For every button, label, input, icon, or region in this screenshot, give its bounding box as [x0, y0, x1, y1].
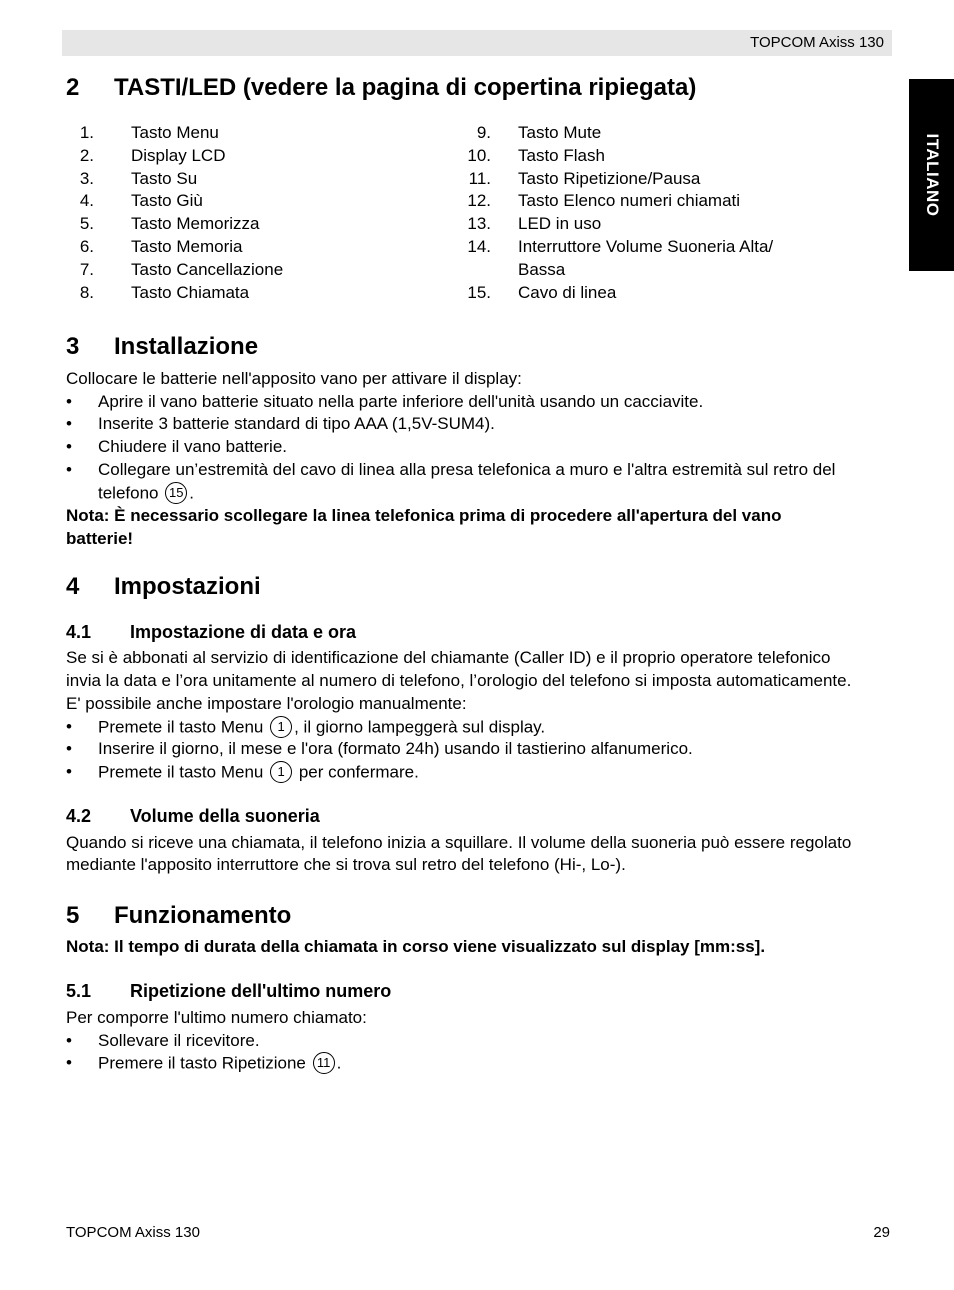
bullet-marker: • — [66, 717, 72, 736]
section-number: 3 — [66, 333, 80, 360]
key-number: 10. — [467, 145, 491, 165]
section-number: 4 — [66, 573, 80, 600]
key-number: 11. — [468, 168, 491, 188]
key-label: Tasto Elenco numeri chiamati — [518, 191, 741, 211]
section-title: Installazione — [114, 333, 259, 360]
key-number: 6. — [79, 237, 94, 256]
paragraph: mediante l'apposito interruttore che si trova sul retro del telefono (Hi-, Lo-). — [66, 855, 626, 874]
text-segment: Premere il tasto Ripetizione — [98, 1053, 306, 1073]
list-item-text: Inserire il giorno, il mese e l'ora (formato 24h) usando il tastierino alfanumerico. — [98, 739, 693, 758]
subsection-title: Ripetizione dell'ultimo numero — [130, 981, 392, 1001]
text-segment: Premete il tasto Menu — [98, 717, 264, 737]
key-label: Tasto Giù — [131, 191, 203, 211]
bullet-marker: • — [66, 437, 72, 456]
list-item-text: telefono 15 . — [98, 483, 194, 503]
section-title: Funzionamento — [114, 902, 292, 929]
bullet-marker: • — [66, 392, 72, 411]
bullet-marker: • — [66, 460, 72, 479]
key-reference-icon: 15 — [165, 482, 187, 504]
key-label: Bassa — [518, 259, 566, 279]
section-title: TASTI/LED (vedere la pagina di copertina ripiegata) — [114, 74, 697, 101]
subsection-number: 5.1 — [66, 981, 92, 1001]
list-item-text: Inserite 3 batterie standard di tipo AAA (1,5V-SUM4). — [98, 414, 495, 433]
list-item-text: Sollevare il ricevitore. — [98, 1031, 260, 1050]
bullet-marker: • — [66, 762, 72, 781]
subsection-title: Volume della suoneria — [130, 806, 320, 826]
key-number: 4. — [79, 191, 94, 211]
key-label: Tasto Cancellazione — [131, 259, 284, 279]
text-segment: per confermare. — [298, 762, 419, 782]
subsection-number: 4.2 — [66, 806, 92, 826]
key-label: Tasto Memoria — [131, 237, 243, 256]
section-title: Impostazioni — [114, 573, 261, 600]
list-item-text: Collegare un’estremità del cavo di linea alla presa telefonica a muro e l'altra estremità sul retro del — [98, 460, 836, 479]
key-number: 14. — [467, 237, 491, 256]
header-bar — [62, 30, 892, 56]
key-label: Tasto Memorizza — [131, 214, 260, 234]
note: Nota: Il tempo di durata della chiamata in corso viene visualizzato sul display [mm:ss]. — [66, 937, 766, 956]
paragraph: Se si è abbonati al servizio di identificazione del chiamante (Caller ID) e il proprio operatore telefonico — [66, 648, 831, 667]
list-item-text — [98, 1053, 341, 1075]
key-number: 1. — [79, 123, 94, 142]
bullet-marker: • — [66, 1053, 72, 1072]
text-segment: , il giorno lampeggerà sul display. — [294, 717, 546, 737]
paragraph: Per comporre l'ultimo numero chiamato: — [66, 1008, 367, 1027]
footer-product: TOPCOM Axiss 130 — [66, 1224, 200, 1241]
page-number: 29 — [873, 1224, 890, 1241]
key-label: Tasto Mute — [518, 123, 602, 142]
key-reference-icon: 11 — [313, 1052, 335, 1074]
key-reference-icon: 1 — [270, 716, 292, 738]
key-label: Tasto Ripetizione/Pausa — [518, 168, 701, 188]
key-label: LED in uso — [518, 214, 602, 234]
paragraph: Quando si riceve una chiamata, il telefono inizia a squillare. Il volume della suoneria può essere regolato — [66, 833, 852, 852]
paragraph: invia la data e l’ora unitamente al numero di telefono, l’orologio del telefono si imposta automaticamente. — [66, 671, 852, 690]
bullet-marker: • — [66, 739, 72, 758]
key-number: 2. — [79, 145, 94, 165]
language-tab — [909, 79, 954, 271]
key-reference-icon: 1 — [270, 761, 292, 783]
key-label: Tasto Menu — [131, 123, 219, 142]
bullet-marker: • — [66, 1031, 72, 1050]
key-number: 5. — [79, 214, 94, 234]
key-label: Tasto Chiamata — [131, 282, 250, 302]
key-number: 9. — [476, 123, 491, 142]
list-item-text — [98, 717, 545, 739]
text-segment: . — [336, 1053, 342, 1073]
key-number: 7. — [79, 259, 94, 279]
key-label: Interruttore Volume Suoneria Alta/ — [518, 237, 774, 256]
key-label: Tasto Su — [131, 168, 198, 188]
key-label: Display LCD — [131, 145, 226, 165]
key-label: Cavo di linea — [518, 282, 617, 302]
key-number: 13. — [467, 214, 491, 234]
list-item-text: Chiudere il vano batterie. — [98, 437, 288, 456]
key-number: 3. — [79, 168, 94, 188]
paragraph: Collocare le batterie nell'apposito vano per attivare il display: — [66, 369, 522, 388]
key-number: 15. — [467, 282, 491, 302]
header-title: TOPCOM Axiss 130 — [750, 34, 884, 51]
note: Nota: È necessario scollegare la linea telefonica prima di procedere all'apertura del vano — [66, 506, 782, 525]
list-item-text: Aprire il vano batterie situato nella parte inferiore dell'unità usando un cacciavite. — [98, 392, 704, 411]
section-number: 5 — [66, 902, 80, 929]
language-tab-label: ITALIANO — [922, 133, 942, 217]
list-item-text — [98, 762, 419, 784]
text-segment: Premete il tasto Menu — [98, 762, 264, 782]
subsection-number: 4.1 — [66, 622, 92, 642]
key-label: Tasto Flash — [518, 145, 605, 165]
section-number: 2 — [66, 74, 80, 101]
bullet-marker: • — [66, 414, 72, 433]
key-number: 12. — [467, 191, 491, 211]
note: batterie! — [66, 529, 134, 548]
paragraph: E' possibile anche impostare l'orologio manualmente: — [66, 694, 467, 713]
continuation-text: telefono — [98, 483, 159, 503]
subsection-title: Impostazione di data e ora — [130, 622, 357, 642]
key-number: 8. — [79, 282, 94, 302]
